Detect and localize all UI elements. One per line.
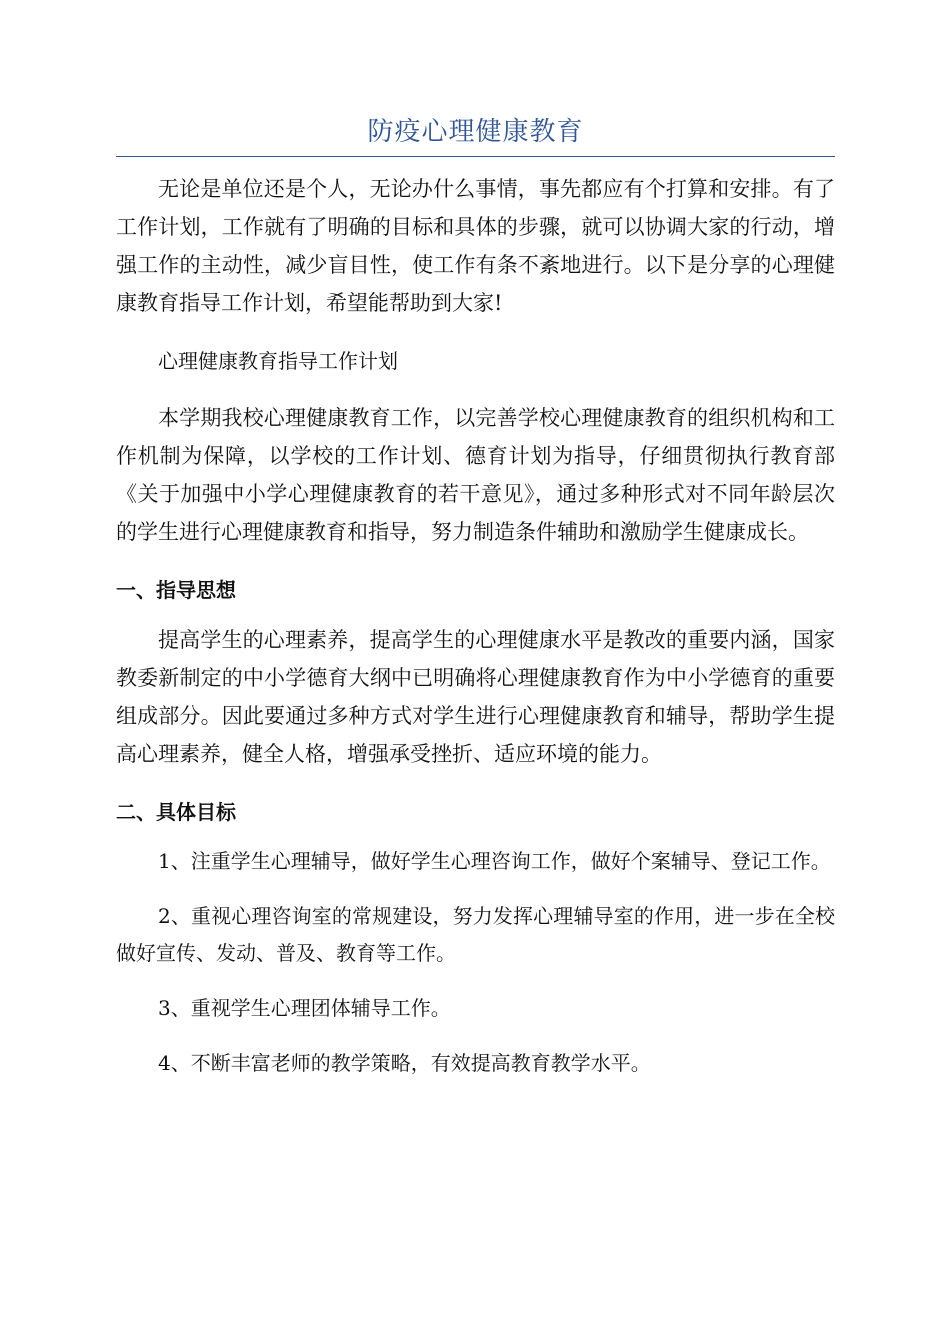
goal-item: 2、重视心理咨询室的常规建设，努力发挥心理辅导室的作用，进一步在全校做好宣传、发动、普及、教育等工作。 [116, 904, 835, 965]
document-title: 防疫心理健康教育 [367, 117, 584, 147]
goal-item: 3、重视学生心理团体辅导工作。 [158, 996, 451, 1020]
overview-paragraph: 本学期我校心理健康教育工作，以完善学校心理健康教育的组织机构和工作机制为保障，以学校的工作计划、德育计划为指导，仔细贯彻执行教育部《关于加强中小学心理健康教育的若干意见》，通过多种形式对不同年龄层次的学生进行心理健康教育和指导，努力制造条件辅助和激励学生健康成长。 [116, 406, 835, 544]
goal-item: 1、注重学生心理辅导，做好学生心理咨询工作，做好个案辅导、登记工作。 [158, 849, 831, 873]
guiding-thought-paragraph: 提高学生的心理素养，提高学生的心理健康水平是教改的重要内涵，国家教委新制定的中小学德育大纲中已明确将心理健康教育作为中小学德育的重要组成部分。因此要通过多种方式对学生进行心理健康教育和辅导，帮助学生提高心理素养，健全人格，增强承受挫折、适应环境的能力。 [116, 628, 835, 766]
section-heading-specific-goals: 二、具体目标 [116, 800, 236, 824]
intro-paragraph: 无论是单位还是个人，无论办什么事情，事先都应有个打算和安排。有了工作计划，工作就有了明确的目标和具体的步骤，就可以协调大家的行动，增强工作的主动性，减少盲目性，使工作有条不紊地进行。以下是分享的心理健康教育指导工作计划，希望能帮助到大家! [116, 177, 835, 315]
document-body [116, 170, 835, 1100]
plan-subtitle: 心理健康教育指导工作计划 [158, 349, 398, 373]
goal-item: 4、不断丰富老师的教学策略，有效提高教育教学水平。 [158, 1051, 651, 1075]
title-block [116, 112, 835, 157]
section-heading-guiding-thought: 一、指导思想 [116, 578, 236, 602]
